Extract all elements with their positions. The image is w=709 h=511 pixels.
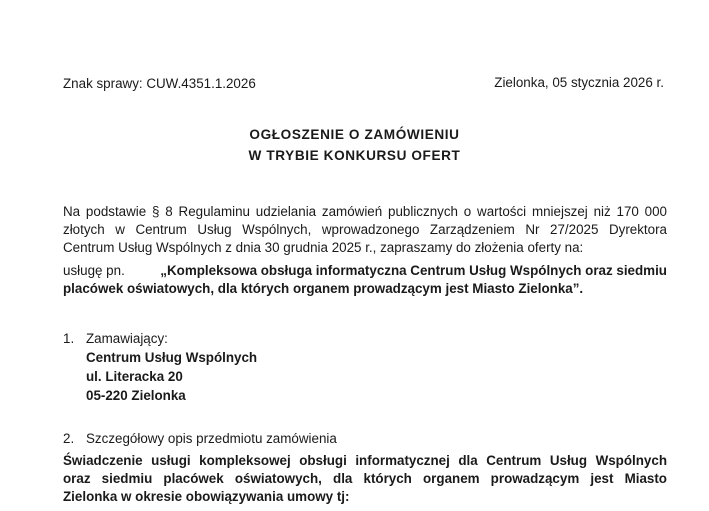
title-line-2: W TRYBIE KONKURSU OFERT bbox=[248, 148, 461, 163]
section-2-heading: Szczegółowy opis przedmiotu zamówienia bbox=[86, 431, 337, 446]
intro-line-3: Centrum Usług Wspólnych z dnia 30 grudnia 2025 r., zapraszamy do złożenia oferty na: bbox=[63, 240, 584, 255]
contracting-authority-street: ul. Literacka 20 bbox=[86, 369, 183, 384]
contracting-authority-name: Centrum Usług Wspólnych bbox=[86, 350, 258, 365]
place-date: Zielonka, 05 stycznia 2026 r. bbox=[494, 75, 664, 90]
intro-line-2: złotych w Centrum Usług Wspólnych, wprowadzonego Zarządzeniem Nr 27/2025 Dyrektora bbox=[63, 222, 667, 237]
section-2-line-3: Zielonka w okresie obowiązywania umowy tj: bbox=[63, 489, 350, 504]
service-prefix: usługę pn. bbox=[63, 263, 129, 278]
service-name-1: „Kompleksowa obsługa informatyczna Centrum Usług Wspólnych oraz siedmiu bbox=[160, 263, 667, 278]
section-1-number: 1. bbox=[63, 331, 75, 346]
contracting-authority-city: 05-220 Zielonka bbox=[86, 388, 186, 403]
section-1-heading: Zamawiający: bbox=[86, 331, 168, 346]
intro-line-1: Na podstawie § 8 Regulaminu udzielania zamówień publicznych o wartości mniejszej niż 170 000 bbox=[63, 204, 667, 219]
section-2-line-1: Świadczenie usługi kompleksowej obsługi informatycznej dla Centrum Usług Wspólnych bbox=[63, 453, 667, 468]
service-line-1 bbox=[63, 263, 667, 278]
service-name-2: placówek oświatowych, dla których organem prowadzącym jest Miasto Zielonka”. bbox=[63, 281, 584, 296]
section-2-line-2: oraz siedmiu placówek oświatowych, dla których organem prowadzącym jest Miasto bbox=[63, 471, 667, 486]
title-line-1: OGŁOSZENIE O ZAMÓWIENIU bbox=[249, 127, 460, 142]
case-number: Znak sprawy: CUW.4351.1.2026 bbox=[63, 76, 256, 91]
section-2-number: 2. bbox=[63, 431, 75, 446]
